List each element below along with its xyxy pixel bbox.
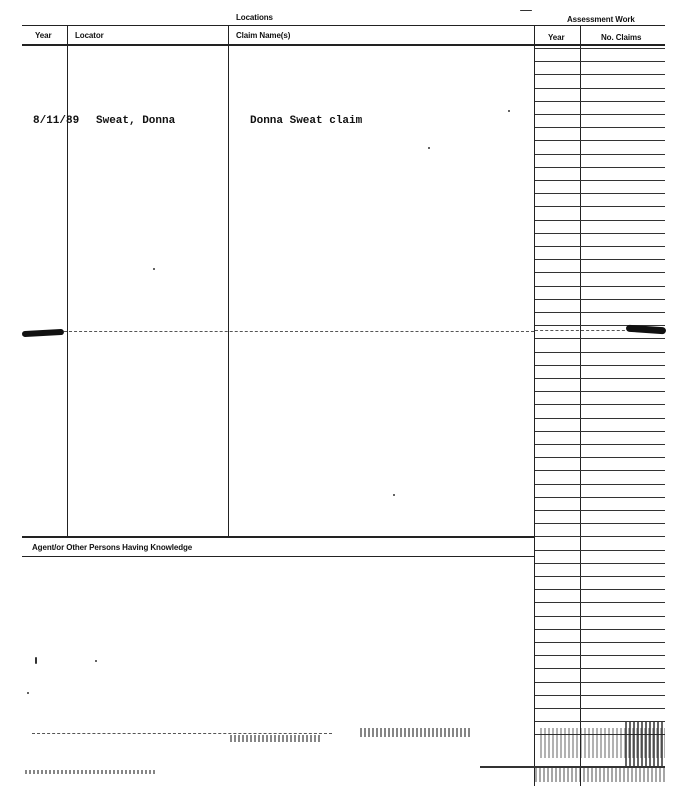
- assessment-row-line: [535, 510, 665, 511]
- assessment-row-line: [535, 589, 665, 590]
- left-binder-mark: [22, 329, 64, 337]
- assessment-row-line: [535, 272, 665, 273]
- speck: [508, 110, 510, 112]
- column-header-rule: [22, 44, 665, 46]
- assessment-row-line: [535, 391, 665, 392]
- assessment-row-line: [535, 180, 665, 181]
- aw-no-claims-column-header: No. Claims: [601, 33, 642, 42]
- assessment-row-line: [535, 352, 665, 353]
- assessment-row-line: [535, 299, 665, 300]
- assessment-row-line: [535, 642, 665, 643]
- scan-noise: [360, 728, 470, 737]
- assessment-row-line: [535, 74, 665, 75]
- middle-dashed-rule: [64, 331, 534, 333]
- entry-year: 8/11/89: [33, 115, 80, 127]
- entry-locator: Sweat, Donna: [96, 115, 176, 127]
- speck: [27, 692, 29, 694]
- assessment-row-line: [535, 616, 665, 617]
- assessment-row-line: [535, 629, 665, 630]
- assessment-row-line: [535, 127, 665, 128]
- year-locator-divider: [67, 26, 68, 536]
- assessment-row-line: [535, 154, 665, 155]
- assessment-row-line: [535, 246, 665, 247]
- assessment-row-line: [535, 286, 665, 287]
- assessment-work-rows: [535, 48, 665, 738]
- locations-header: Locations: [236, 13, 273, 22]
- assessment-row-line: [535, 101, 665, 102]
- scan-noise: [230, 735, 320, 742]
- header-top-rule: [22, 25, 665, 26]
- assessment-row-line: [535, 457, 665, 458]
- claim-names-column-header: Claim Name(s): [236, 31, 291, 40]
- locator-claim-divider: [228, 26, 229, 536]
- assessment-row-line: [535, 233, 665, 234]
- assessment-row-line: [535, 167, 665, 168]
- speck: [153, 268, 155, 270]
- assessment-row-line: [535, 140, 665, 141]
- assessment-row-line: [535, 220, 665, 221]
- assessment-row-line: [535, 668, 665, 669]
- assessment-row-line: [535, 206, 665, 207]
- locations-bottom-rule: [22, 536, 535, 538]
- assessment-row-line: [535, 48, 665, 49]
- scan-noise: [535, 768, 665, 782]
- year-column-header: Year: [35, 31, 52, 40]
- assessment-row-line: [535, 563, 665, 564]
- assessment-row-line: [535, 444, 665, 445]
- assessment-row-line: [535, 114, 665, 115]
- assessment-row-line: [535, 404, 665, 405]
- assessment-row-line: [535, 418, 665, 419]
- assessment-row-line: [535, 682, 665, 683]
- assessment-row-line: [535, 602, 665, 603]
- assessment-work-header: Assessment Work: [567, 15, 635, 24]
- agents-label-rule: [22, 556, 535, 557]
- agents-label: Agent/or Other Persons Having Knowledge: [32, 543, 193, 552]
- assessment-row-line: [535, 576, 665, 577]
- speck: [520, 10, 532, 11]
- assessment-row-line: [535, 470, 665, 471]
- assessment-row-line: [535, 259, 665, 260]
- assessment-row-line: [535, 695, 665, 696]
- assessment-row-line: [535, 655, 665, 656]
- aw-year-column-header: Year: [548, 33, 565, 42]
- assessment-row-line: [535, 497, 665, 498]
- speck: [35, 657, 37, 664]
- speck: [95, 660, 97, 662]
- assessment-row-line: [535, 431, 665, 432]
- assessment-row-line: [535, 536, 665, 537]
- assessment-row-line: [535, 338, 665, 339]
- assessment-row-line: [535, 708, 665, 709]
- speck: [428, 147, 430, 149]
- scan-noise: [625, 722, 665, 767]
- assessment-row-line: [535, 484, 665, 485]
- assessment-row-line: [535, 193, 665, 194]
- speck: [393, 494, 395, 496]
- assessment-row-line: [535, 61, 665, 62]
- assessment-row-line: [535, 365, 665, 366]
- entry-claim-name: Donna Sweat claim: [250, 115, 363, 127]
- middle-dashed-rule-right: [535, 330, 630, 332]
- assessment-row-line: [535, 312, 665, 313]
- scan-noise: [25, 770, 155, 774]
- locator-column-header: Locator: [75, 31, 104, 40]
- assessment-row-line: [535, 523, 665, 524]
- assessment-row-line: [535, 550, 665, 551]
- assessment-row-line: [535, 378, 665, 379]
- assessment-row-line: [535, 88, 665, 89]
